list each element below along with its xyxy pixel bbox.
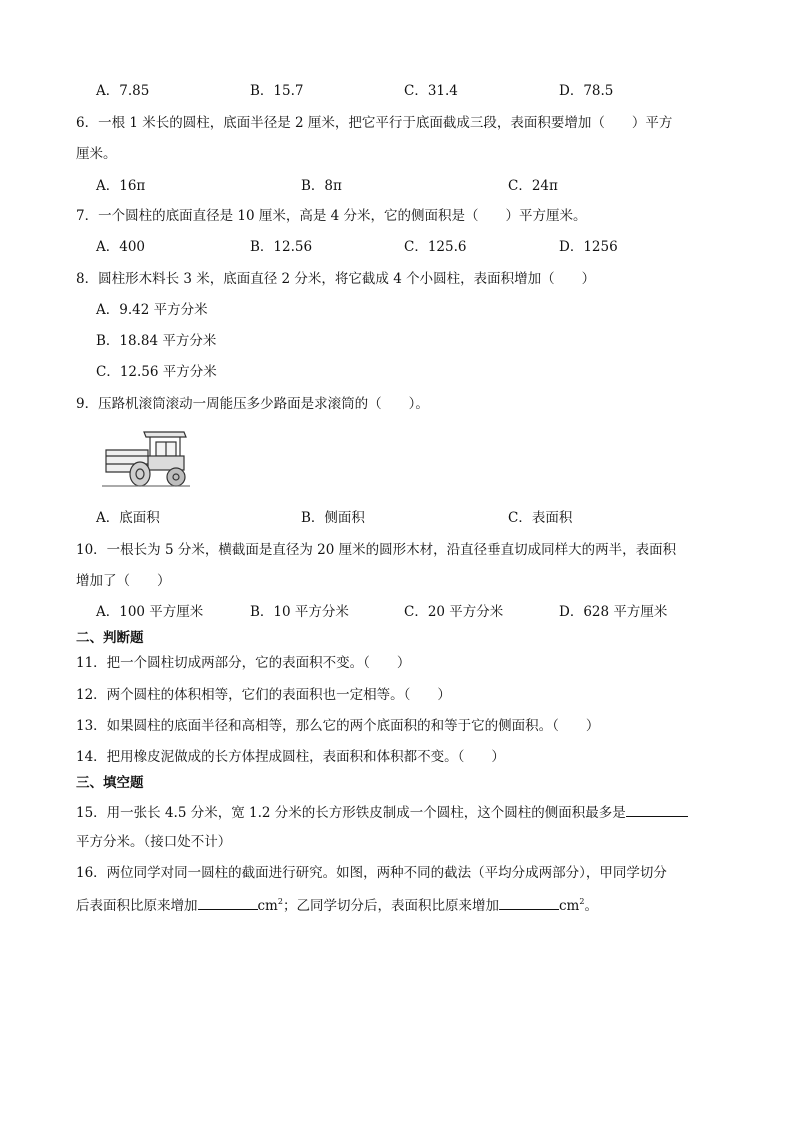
q14-text: 14．把用橡皮泥做成的长方体捏成圆柱，表面积和体积都不变。（ ） — [76, 749, 505, 765]
q7-text: 7．一个圆柱的底面直径是 10 厘米，高是 4 分米，它的侧面积是（ ）平方厘米。 — [76, 208, 587, 224]
q8-text: 8．圆柱形木料长 3 米，底面直径 2 分米，将它截成 4 个小圆柱，表面积增加（ ） — [76, 271, 596, 287]
q16-answer-blank-1[interactable] — [198, 895, 258, 910]
q16-text-part2: ；乙同学切分后，表面积比原来增加 — [282, 898, 499, 914]
q9-option-b[interactable]: B．侧面积 — [301, 510, 365, 526]
q9-option-c[interactable]: C．表面积 — [508, 510, 573, 526]
q6-option-a[interactable]: A．16π — [96, 178, 146, 194]
q10-text-line1: 10．一根长为 5 分米，横截面是直径为 20 厘米的圆形木材，沿直径垂直切成同样大的两半，表面积 — [76, 542, 677, 558]
q13-text: 13．如果圆柱的底面半径和高相等，那么它的两个底面积的和等于它的侧面积。（ ） — [76, 718, 600, 734]
q10-option-b[interactable]: B．10 平方分米 — [250, 604, 349, 620]
q5-option-b[interactable]: B．15.7 — [250, 83, 304, 99]
q8-option-b[interactable]: B．18.84 平方分米 — [96, 333, 217, 349]
q15-text: 15．用一张长 4.5 分米，宽 1.2 分米的长方形铁皮制成一个圆柱，这个圆柱的侧面积最多是 — [76, 805, 626, 821]
q6-text-line2: 厘米。 — [76, 146, 117, 162]
q16-answer-blank-2[interactable] — [499, 895, 559, 910]
q15-text-line2: 平方分米。（接口处不计） — [76, 834, 232, 850]
q6-option-b[interactable]: B．8π — [301, 178, 342, 194]
q10-text-line2: 增加了（ ） — [76, 573, 171, 589]
q12-text: 12．两个圆柱的体积相等，它们的表面积也一定相等。（ ） — [76, 687, 451, 703]
q10-option-c[interactable]: C．20 平方分米 — [404, 604, 504, 620]
road-roller-image — [100, 428, 192, 490]
q6-option-c[interactable]: C．24π — [508, 178, 558, 194]
q7-option-d[interactable]: D．1256 — [559, 239, 618, 255]
q5-option-a[interactable]: A．7.85 — [96, 83, 150, 99]
q10-option-a[interactable]: A．100 平方厘米 — [96, 604, 204, 620]
q15-answer-blank[interactable] — [626, 802, 688, 817]
q6-text-line1: 6．一根 1 米长的圆柱，底面半径是 2 厘米，把它平行于底面截成三段，表面积要增加（ ）平方 — [76, 115, 673, 131]
q16-unit-2: cm — [558, 898, 580, 914]
section-fill-title: 三、填空题 — [76, 775, 144, 791]
q9-option-a[interactable]: A．底面积 — [96, 510, 160, 526]
q15-text-line1 — [76, 802, 688, 822]
q16-text-part3: 。 — [584, 898, 598, 914]
q5-option-c[interactable]: C．31.4 — [404, 83, 458, 99]
q7-option-b[interactable]: B．12.56 — [250, 239, 313, 255]
q16-unit-1-exponent: 2 — [277, 897, 283, 906]
q16-unit-1: cm — [257, 898, 278, 914]
q8-option-c[interactable]: C．12.56 平方分米 — [96, 364, 217, 380]
q7-option-a[interactable]: A．400 — [96, 239, 146, 255]
q16-text-part1: 后表面积比原来增加 — [76, 898, 198, 914]
q9-text: 9．压路机滚筒滚动一周能压多少路面是求滚筒的（ ）。 — [76, 396, 429, 412]
q7-option-c[interactable]: C．125.6 — [404, 239, 467, 255]
q5-option-d[interactable]: D．78.5 — [559, 83, 614, 99]
q10-option-d[interactable]: D．628 平方厘米 — [559, 604, 668, 620]
q8-option-a[interactable]: A．9.42 平方分米 — [96, 302, 208, 318]
section-judgement-title: 二、判断题 — [76, 630, 144, 646]
q16-unit-2-exponent: 2 — [579, 897, 585, 906]
q16-text-line1: 16．两位同学对同一圆柱的截面进行研究。如图，两种不同的截法（平均分成两部分），甲同学切分 — [76, 865, 667, 881]
q16-text-line2 — [76, 895, 598, 915]
q11-text: 11．把一个圆柱切成两部分，它的表面积不变。（ ） — [76, 655, 411, 671]
